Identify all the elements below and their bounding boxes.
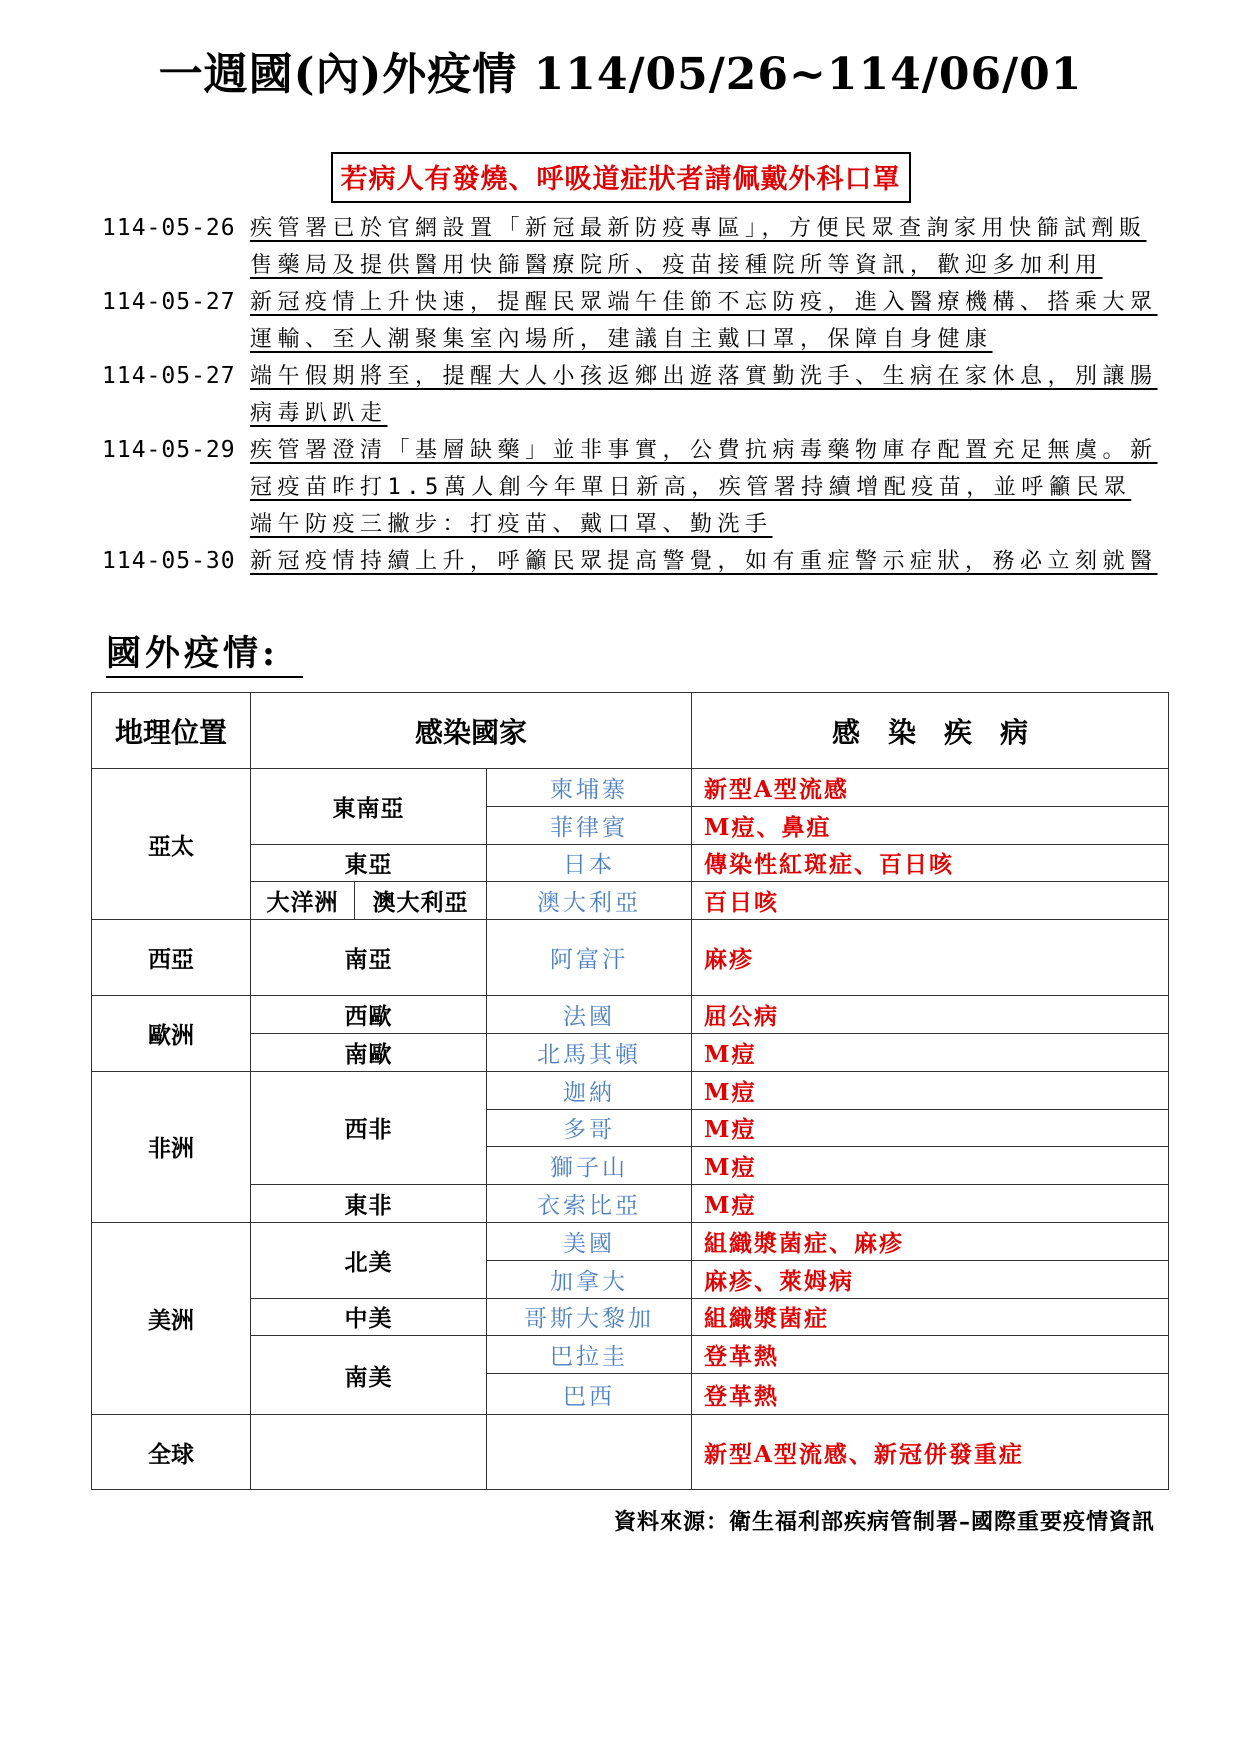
disease-cell: 麻疹 [692, 920, 1169, 996]
region-cell: 西亞 [92, 920, 251, 996]
disease-cell: M痘、鼻疽 [692, 806, 1169, 844]
news-text: 新冠疫情持續上升，呼籲民眾提高警覺，如有重症警示症狀，務必立刻就醫 [250, 549, 1158, 574]
country-cell: 美國 [487, 1222, 692, 1260]
disease-cell: 登革熱 [692, 1374, 1169, 1415]
subregion-cell: 南歐 [251, 1033, 487, 1071]
region-cell: 美洲 [92, 1222, 251, 1414]
news-text: 疾管署澄清「基層缺藥」並非事實，公費抗病毒藥物庫存配置充足無虞。新冠疫苗昨打1.5萬人創今年單日新高，疾管署持續增配疫苗，並呼籲民眾端午防疫三撇步：打疫苗、戴口罩、勤洗手 [250, 438, 1158, 537]
table-row [92, 1298, 1169, 1336]
foreign-section-title: 國外疫情: [106, 632, 303, 678]
table-row [92, 1071, 1169, 1109]
subregion-cell: 東非 [251, 1185, 487, 1223]
table-row [92, 920, 1169, 996]
country-cell: 迦納 [487, 1071, 692, 1109]
news-date: 114-05-30 [102, 548, 236, 574]
subregion-cell: 澳大利亞 [355, 882, 487, 920]
region-cell: 全球 [92, 1415, 251, 1490]
news-date: 114-05-27 [102, 289, 236, 315]
subregion-cell: 東南亞 [251, 769, 487, 845]
table-row [92, 1185, 1169, 1223]
country-cell [487, 1415, 692, 1490]
disease-cell: M痘 [692, 1109, 1169, 1147]
disease-cell: 屈公病 [692, 996, 1169, 1034]
header-disease: 感 染 疾 病 [692, 693, 1169, 769]
subregion-cell: 東亞 [251, 844, 487, 882]
table-row [92, 844, 1169, 882]
news-item [102, 358, 1162, 432]
disease-cell: 傳染性紅斑症、百日咳 [692, 844, 1169, 882]
disease-cell: 百日咳 [692, 882, 1169, 920]
subregion-cell: 北美 [251, 1222, 487, 1298]
table-row [92, 769, 1169, 807]
news-item [102, 210, 1162, 284]
country-cell: 哥斯大黎加 [487, 1298, 692, 1336]
news-text: 疾管署已於官網設置「新冠最新防疫專區」，方便民眾查詢家用快篩試劑販售藥局及提供醫用快篩醫療院所、疫苗接種院所等資訊，歡迎多加利用 [250, 216, 1147, 278]
page-title: 一週國(內)外疫情 114/05/26~114/06/01 [158, 49, 1083, 100]
domestic-news-list [102, 210, 1162, 580]
country-cell: 阿富汗 [487, 920, 692, 996]
disease-cell: M痘 [692, 1071, 1169, 1109]
news-text: 新冠疫情上升快速，提醒民眾端午佳節不忘防疫，進入醫療機構、搭乘大眾運輸、至人潮聚集室內場所，建議自主戴口罩，保障自身健康 [250, 290, 1158, 352]
header-country: 感染國家 [251, 693, 692, 769]
disease-cell: 組織漿菌症、麻疹 [692, 1222, 1169, 1260]
news-date: 114-05-27 [102, 363, 236, 389]
news-date: 114-05-29 [102, 437, 236, 463]
disease-cell: 新型A型流感、新冠併發重症 [692, 1415, 1169, 1490]
country-cell: 巴西 [487, 1374, 692, 1415]
disease-cell: 組織漿菌症 [692, 1298, 1169, 1336]
table-row [92, 1336, 1169, 1374]
country-cell: 日本 [487, 844, 692, 882]
country-cell: 柬埔寨 [487, 769, 692, 807]
table-row [92, 1415, 1169, 1490]
disease-cell: M痘 [692, 1185, 1169, 1223]
country-cell: 法國 [487, 996, 692, 1034]
country-cell: 衣索比亞 [487, 1185, 692, 1223]
country-cell: 多哥 [487, 1109, 692, 1147]
data-source: 資料來源：衛生福利部疾病管制署–國際重要疫情資訊 [613, 1509, 1155, 1535]
news-date: 114-05-26 [102, 215, 236, 241]
subregion-cell: 西非 [251, 1071, 487, 1184]
header-region: 地理位置 [92, 693, 251, 769]
foreign-epidemic-table [91, 692, 1169, 1490]
subregion-cell: 大洋洲 [251, 882, 355, 920]
table-row [92, 882, 1169, 920]
disease-cell: 麻疹、萊姆病 [692, 1260, 1169, 1298]
subregion-cell: 西歐 [251, 996, 487, 1034]
country-cell: 巴拉圭 [487, 1336, 692, 1374]
disease-cell: 新型A型流感 [692, 769, 1169, 807]
news-text: 端午假期將至，提醒大人小孩返鄉出遊落實勤洗手、生病在家休息，別讓腸病毒趴趴走 [250, 364, 1158, 426]
mask-notice: 若病人有發燒、呼吸道症狀者請佩戴外科口罩 [331, 152, 911, 203]
disease-cell: 登革熱 [692, 1336, 1169, 1374]
subregion-cell: 中美 [251, 1298, 487, 1336]
subregion-cell: 南亞 [251, 920, 487, 996]
table-row [92, 996, 1169, 1034]
news-item [102, 284, 1162, 358]
region-cell: 歐洲 [92, 996, 251, 1072]
subregion-cell: 南美 [251, 1336, 487, 1415]
table-header-row [92, 693, 1169, 769]
subregion-cell [251, 1415, 487, 1490]
country-cell: 菲律賓 [487, 806, 692, 844]
table-row [92, 1222, 1169, 1260]
news-item [102, 432, 1162, 543]
disease-cell: M痘 [692, 1033, 1169, 1071]
country-cell: 北馬其頓 [487, 1033, 692, 1071]
region-cell: 非洲 [92, 1071, 251, 1222]
table-row [92, 1033, 1169, 1071]
country-cell: 澳大利亞 [487, 882, 692, 920]
notice-container [0, 152, 1241, 203]
region-cell: 亞太 [92, 769, 251, 920]
country-cell: 加拿大 [487, 1260, 692, 1298]
country-cell: 獅子山 [487, 1147, 692, 1185]
news-item [102, 543, 1162, 580]
disease-cell: M痘 [692, 1147, 1169, 1185]
